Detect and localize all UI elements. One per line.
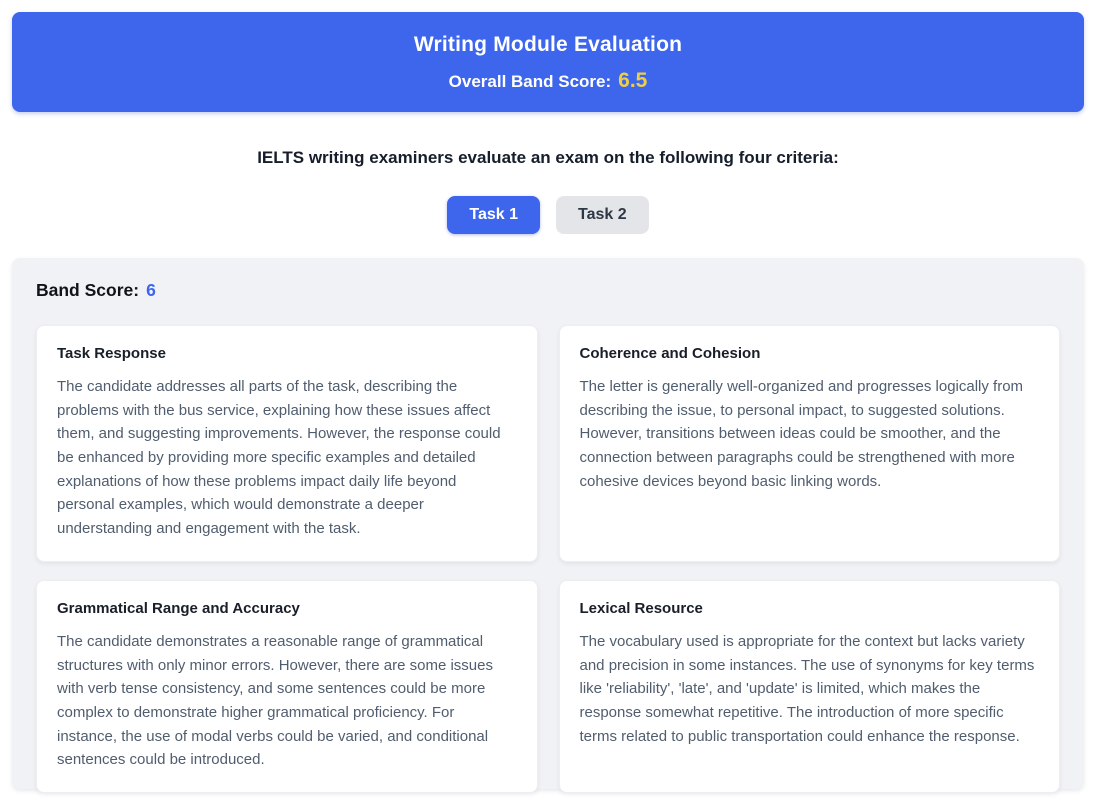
band-score-label: Band Score:: [36, 280, 140, 300]
criterion-text: The candidate demonstrates a reasonable range of grammatical structures with only minor errors. However, there are some issues with verb tense consistency, and some sentences could be more complex to demonstrate higher grammatical proficiency. For instance, the use of modal verbs could be varied, and conditional sentences could be introduced.: [57, 632, 493, 769]
overall-band-score-value: 6.5: [618, 69, 648, 92]
evaluation-result-panel: [12, 258, 1084, 789]
criterion-title: Lexical Resource: [579, 599, 703, 617]
tab-task-2[interactable]: Task 2: [556, 196, 649, 234]
overall-band-score-line: [449, 69, 648, 93]
criterion-text: The letter is generally well-organized and progresses logically from describing the issue, to personal impact, to suggested solutions. However, transitions between ideas could be smoother, and the connection between paragraphs could be strengthened with more cohesive devices beyond basic linking words.: [579, 378, 1024, 490]
criteria-intro-heading: IELTS writing examiners evaluate an exam on the following four criteria:: [257, 148, 839, 167]
tab-task-1[interactable]: Task 1: [447, 196, 540, 234]
criterion-title: Coherence and Cohesion: [579, 345, 761, 362]
band-score-value: 6: [146, 280, 156, 300]
criterion-card-task-response: [36, 325, 538, 562]
criterion-text: The vocabulary used is appropriate for the context but lacks variety and precision in some instances. The use of synonyms for key terms like 'reliability', 'late', and 'update' is limited, which makes the response somewhat repetitive. The introduction of more specific terms related to public transportation could enhance the response.: [579, 632, 1035, 745]
band-score-line: [36, 280, 1060, 301]
criterion-card-lexical-resource: [559, 580, 1061, 793]
task-tab-group: [0, 196, 1096, 234]
header-banner: [12, 12, 1084, 112]
page-title: Writing Module Evaluation: [413, 33, 683, 56]
criterion-text: The candidate addresses all parts of the task, describing the problems with the bus service, explaining how these issues affect them, and suggesting improvements. However, the response could be enhanced by providing more specific examples and detailed explanations of how these problems impact daily life beyond personal examples, which would demonstrate a deeper understanding and engagement with the task.: [57, 378, 501, 538]
overall-band-score-label: Overall Band Score:: [448, 72, 612, 91]
criterion-card-grammatical-range-accuracy: [36, 580, 538, 793]
criterion-title: Grammatical Range and Accuracy: [57, 599, 300, 617]
criterion-card-coherence-cohesion: [559, 325, 1061, 562]
criterion-title: Task Response: [57, 345, 166, 362]
criteria-grid: [36, 325, 1060, 793]
